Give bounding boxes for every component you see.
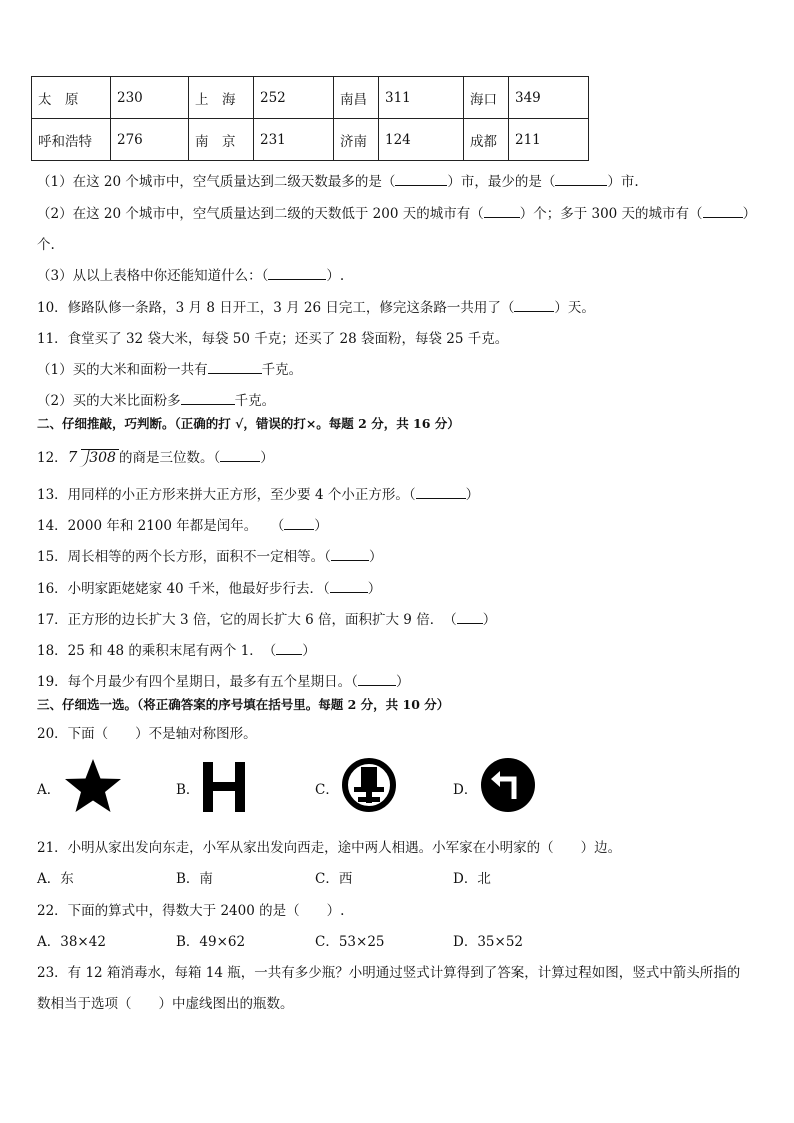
question-text: ） [367,581,382,597]
question-14 [37,514,328,534]
answer-blank[interactable] [330,580,368,593]
option-a-label[interactable]: A． [37,782,61,798]
q9-part2-text: （2）在这 20 个城市中，空气质量达到二级的天数低于 200 天的城市有（ [37,206,484,222]
option-d[interactable]: D．北 [453,871,491,887]
table-cell-days: 124 [379,119,464,161]
question-text: 的商是三位数。（ [118,450,221,466]
turn-left-sign-icon [480,757,536,813]
answer-blank[interactable] [416,486,466,499]
question-text: 千克。 [234,393,276,409]
question-text: 15．周长相等的两个长方形，面积不一定相等。（ [37,549,331,565]
option-a[interactable]: A．38×42 [37,934,106,950]
question-text: ） [482,612,497,628]
question-text: ）天。 [554,300,595,316]
option-c[interactable]: C．53×25 [315,934,385,950]
table-cell-days: 211 [509,119,589,161]
table-cell-city: 南 京 [189,119,254,161]
question-20: 20．下面（ ）不是轴对称图形。 [37,726,257,742]
q9-part1-text: ）市. [607,174,639,190]
question-text: 18．25 和 48 的乘积末尾有两个 1． （ [37,643,277,659]
question-text: ） [260,450,274,466]
table-row [32,77,589,119]
table-cell-city: 南昌 [334,77,379,119]
q9-part3 [37,264,344,284]
table-cell-days: 252 [254,77,334,119]
question-text: 10．修路队修一条路，3 月 8 日开工，3 月 26 日完工，修完这条路一共用了（ [37,300,515,316]
question-11-part2 [37,389,275,409]
table-cell-city: 太 原 [32,77,111,119]
question-23-cont: 数相当于选项（ ）中虚线图出的瓶数。 [37,996,294,1012]
table-cell-days: 349 [509,77,589,119]
question-12 [37,446,274,466]
table-cell-days: 276 [111,119,189,161]
long-division-symbol [81,449,119,466]
question-11: 11．食堂买了 32 袋大米，每袋 50 千克；还买了 28 袋面粉，每袋 25 千克。 [37,331,509,347]
answer-blank[interactable] [181,392,235,405]
answer-blank[interactable] [457,611,483,624]
question-11-part1 [37,358,302,378]
table-row [32,119,589,161]
question-number: 12． [37,450,68,466]
q9-part2-cont: 个. [37,237,55,253]
question-text: （2）买的大米比面粉多 [37,393,181,409]
question-text: ） [314,518,328,534]
answer-blank[interactable] [703,205,743,218]
question-16 [37,577,381,597]
question-21: 21．小明从家出发向东走，小军从家出发向西走，途中两人相遇。小军家在小明家的（ ）边。 [37,840,622,856]
table-cell-city: 成都 [464,119,509,161]
q9-part1-text: （1）在这 20 个城市中，空气质量达到二级天数最多的是（ [37,174,396,190]
table-cell-days: 230 [111,77,189,119]
question-text: （1）买的大米和面粉一共有 [37,362,208,378]
question-text: ） [465,487,480,503]
question-text: ） [302,643,316,659]
q9-part2 [37,202,756,222]
question-22: 22．下面的算式中，得数大于 2400 的是（ ）. [37,903,345,919]
answer-blank[interactable] [484,205,520,218]
question-text: ） [368,549,383,565]
option-b[interactable]: B．49×62 [176,934,246,950]
answer-blank[interactable] [514,299,554,312]
letter-h-icon [201,760,247,814]
city-air-quality-table [31,76,589,161]
dividend: 308 [89,450,116,466]
option-b[interactable]: B．南 [176,871,213,887]
q9-part2-text: ）个；多于 300 天的城市有（ [519,206,703,222]
question-18 [37,639,316,659]
answer-blank[interactable] [358,673,396,686]
option-a[interactable]: A．东 [37,871,74,887]
question-text: ） [395,674,410,690]
question-text: 千克。 [261,362,303,378]
option-b-label[interactable]: B． [176,782,200,798]
answer-blank[interactable] [284,517,314,530]
answer-blank[interactable] [220,449,260,462]
question-13 [37,483,479,503]
divisor: 7 [67,448,78,466]
question-text: 13．用同样的小正方形来拼大正方形，至少要 4 个小正方形。（ [37,487,416,503]
option-d[interactable]: D．35×52 [453,934,523,950]
table-cell-city: 呼和浩特 [32,119,111,161]
table-cell-city: 上 海 [189,77,254,119]
question-17 [37,608,496,628]
q9-part1-text: ）市，最少的是（ [447,174,556,190]
answer-blank[interactable] [208,361,262,374]
question-text: 16．小明家距姥姥家 40 千米，他最好步行去．（ [37,581,330,597]
question-text: 14．2000 年和 2100 年都是闰年。 （ [37,518,285,534]
q9-part2-text: ） [742,206,757,222]
answer-blank[interactable] [555,173,607,186]
question-10 [37,296,595,316]
q9-part3-text: ）. [326,268,345,284]
answer-blank[interactable] [268,267,326,280]
table-cell-city: 济南 [334,119,379,161]
question-text: 17．正方形的边长扩大 3 倍，它的周长扩大 6 倍，面积扩大 9 倍． （ [37,612,457,628]
table-cell-days: 231 [254,119,334,161]
option-c[interactable]: C．西 [315,871,353,887]
bank-logo-icon [341,757,397,813]
star-icon [62,757,124,815]
answer-blank[interactable] [331,548,369,561]
question-text: 19．每个月最少有四个星期日，最多有五个星期日。（ [37,674,358,690]
section-heading: 二、仔细推敲，巧判断。（正确的打 √，错误的打×。每题 2 分，共 16 分） [37,416,460,431]
table-cell-days: 311 [379,77,464,119]
option-c-label[interactable]: C． [315,782,339,798]
q9-part1 [37,170,639,190]
answer-blank[interactable] [276,642,302,655]
question-23: 23．有 12 箱消毒水，每箱 14 瓶，一共有多少瓶？小明通过竖式计算得到了答案，计算过程如图，竖式中箭头所指的 [37,965,741,981]
question-15 [37,545,382,565]
table-cell-city: 海口 [464,77,509,119]
q9-part3-text: （3）从以上表格中你还能知道什么：（ [37,268,269,284]
answer-blank[interactable] [395,173,447,186]
section-heading: 三、仔细选一选。（将正确答案的序号填在括号里。每题 2 分，共 10 分） [37,697,450,712]
option-d-label[interactable]: D． [453,782,478,798]
question-19 [37,670,409,690]
